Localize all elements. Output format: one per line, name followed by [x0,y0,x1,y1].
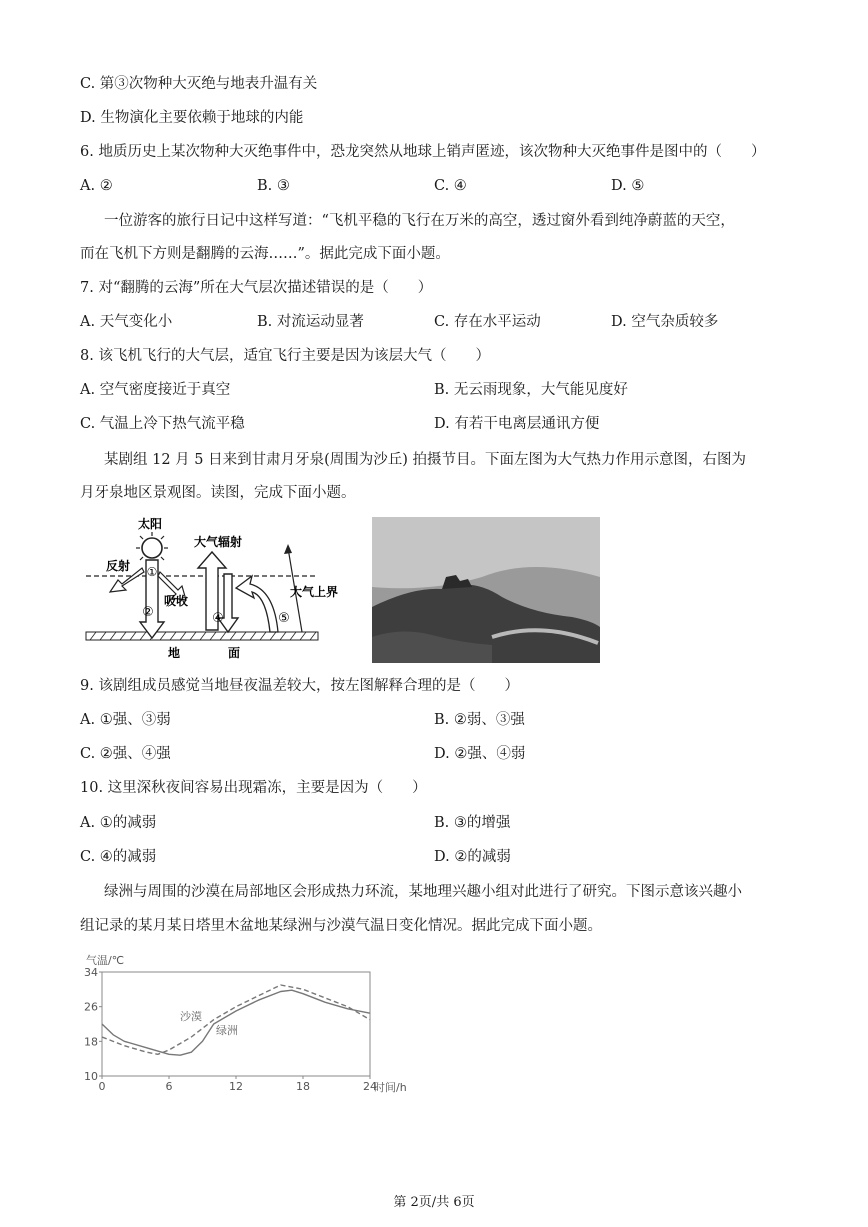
q10-option-a: A. ①的减弱 [80,815,157,831]
q10-option-c: C. ④的减弱 [80,849,157,865]
y-tick-label: 10 [84,1070,98,1083]
x-tick-label: 12 [229,1080,243,1093]
q8-stem: 8. 该飞机飞行的大气层，适宜飞行主要是因为该层大气（ ） [80,348,490,364]
x-tick-label: 6 [165,1080,173,1093]
q5-option-d: D. 生物演化主要依赖于地球的内能 [80,110,304,126]
passage3-line2: 组记录的某月某日塔里木盆地某绿洲与沙漠气温日变化情况。据此完成下面小题。 [80,918,602,934]
page-footer: 第 2页/共 6页 [393,1195,475,1210]
ground-label-right: 面 [228,646,241,660]
q9-stem: 9. 该剧组成员感觉当地昼夜温差较大，按左图解释合理的是（ ） [80,678,519,694]
x-tick-label: 18 [296,1080,310,1093]
upper-boundary-label: 大气上界 [290,585,339,599]
q10-stem: 10. 这里深秋夜间容易出现霜冻，主要是因为（ ） [80,780,427,796]
q9-option-a: A. ①强、③弱 [80,712,171,728]
atm-radiation-label: 大气辐射 [194,535,243,549]
atmosphere-heat-diagram [82,512,344,660]
y-tick-label: 18 [84,1035,98,1049]
series-label-desert: 沙漠 [180,1010,202,1023]
q9-option-c: C. ②强、④强 [80,746,171,762]
y-tick-label: 34 [84,966,98,979]
chart-xlabel: 时间/h [374,1081,407,1094]
x-tick-label: 24 [363,1080,377,1093]
ground-label-left: 地 [168,646,181,660]
temperature-chart [70,950,430,1100]
q6-option-d: D. ⑤ [611,178,645,194]
label-2: ② [142,605,154,620]
q6-stem: 6. 地质历史上某次物种大灭绝事件中，恐龙突然从地球上销声匿迹，该次物种大灭绝事件是图中的（ ） [80,144,766,160]
q8-option-a: A. 空气密度接近于真空 [80,382,231,398]
y-tick-label: 26 [84,1000,98,1014]
series-line-desert [102,985,370,1054]
reflect-label: 反射 [106,559,131,573]
q7-option-b: B. 对流运动显著 [257,314,364,330]
passage3-line1: 绿洲与周围的沙漠在局部地区会形成热力环流，某地理兴趣小组对此进行了研究。下图示意该兴趣小 [104,884,742,900]
x-tick-label: 0 [98,1080,106,1093]
q6-option-a: A. ② [80,178,113,194]
sun-icon [136,532,168,560]
label-1: ① [146,565,158,579]
q6-option-b: B. ③ [257,178,290,194]
q9-option-d: D. ②强、④弱 [434,746,526,762]
q7-option-a: A. 天气变化小 [80,314,173,330]
crescent-spring-photo [372,517,600,663]
q7-option-c: C. 存在水平运动 [434,314,541,330]
q10-option-b: B. ③的增强 [434,815,511,831]
q8-option-d: D. 有若干电离层通讯方便 [434,416,600,432]
passage1-line1: 一位游客的旅行日记中这样写道：“飞机平稳的飞行在万米的高空，透过窗外看到纯净蔚蓝的天空， [104,213,735,229]
q9-option-b: B. ②弱、③强 [434,712,525,728]
passage1-line2: 而在飞机下方则是翻腾的云海……”。据此完成下面小题。 [80,246,450,262]
passage2-line1: 某剧组 12 月 5 日来到甘肃月牙泉(周围为沙丘) 拍摄节目。下面左图为大气热力作用示意图，右图为 [104,452,747,468]
chart-ylabel: 气温/℃ [86,954,125,967]
q8-option-b: B. 无云雨现象，大气能见度好 [434,382,628,398]
label-4: ④ [212,611,224,626]
q10-option-d: D. ②的减弱 [434,849,511,865]
q7-option-d: D. 空气杂质较多 [611,314,719,330]
label-5: ⑤ [278,611,290,626]
series-label-oasis: 绿洲 [216,1024,238,1037]
sun-label: 太阳 [138,517,163,531]
passage2-line2: 月牙泉地区景观图。读图，完成下面小题。 [80,485,356,501]
q5-option-c: C. 第③次物种大灭绝与地表升温有关 [80,76,318,92]
absorb-label: 吸收 [164,594,189,608]
q7-stem: 7. 对“翻腾的云海”所在大气层次描述错误的是（ ） [80,280,433,296]
q8-option-c: C. 气温上冷下热气流平稳 [80,416,245,432]
q6-option-c: C. ④ [434,178,467,194]
